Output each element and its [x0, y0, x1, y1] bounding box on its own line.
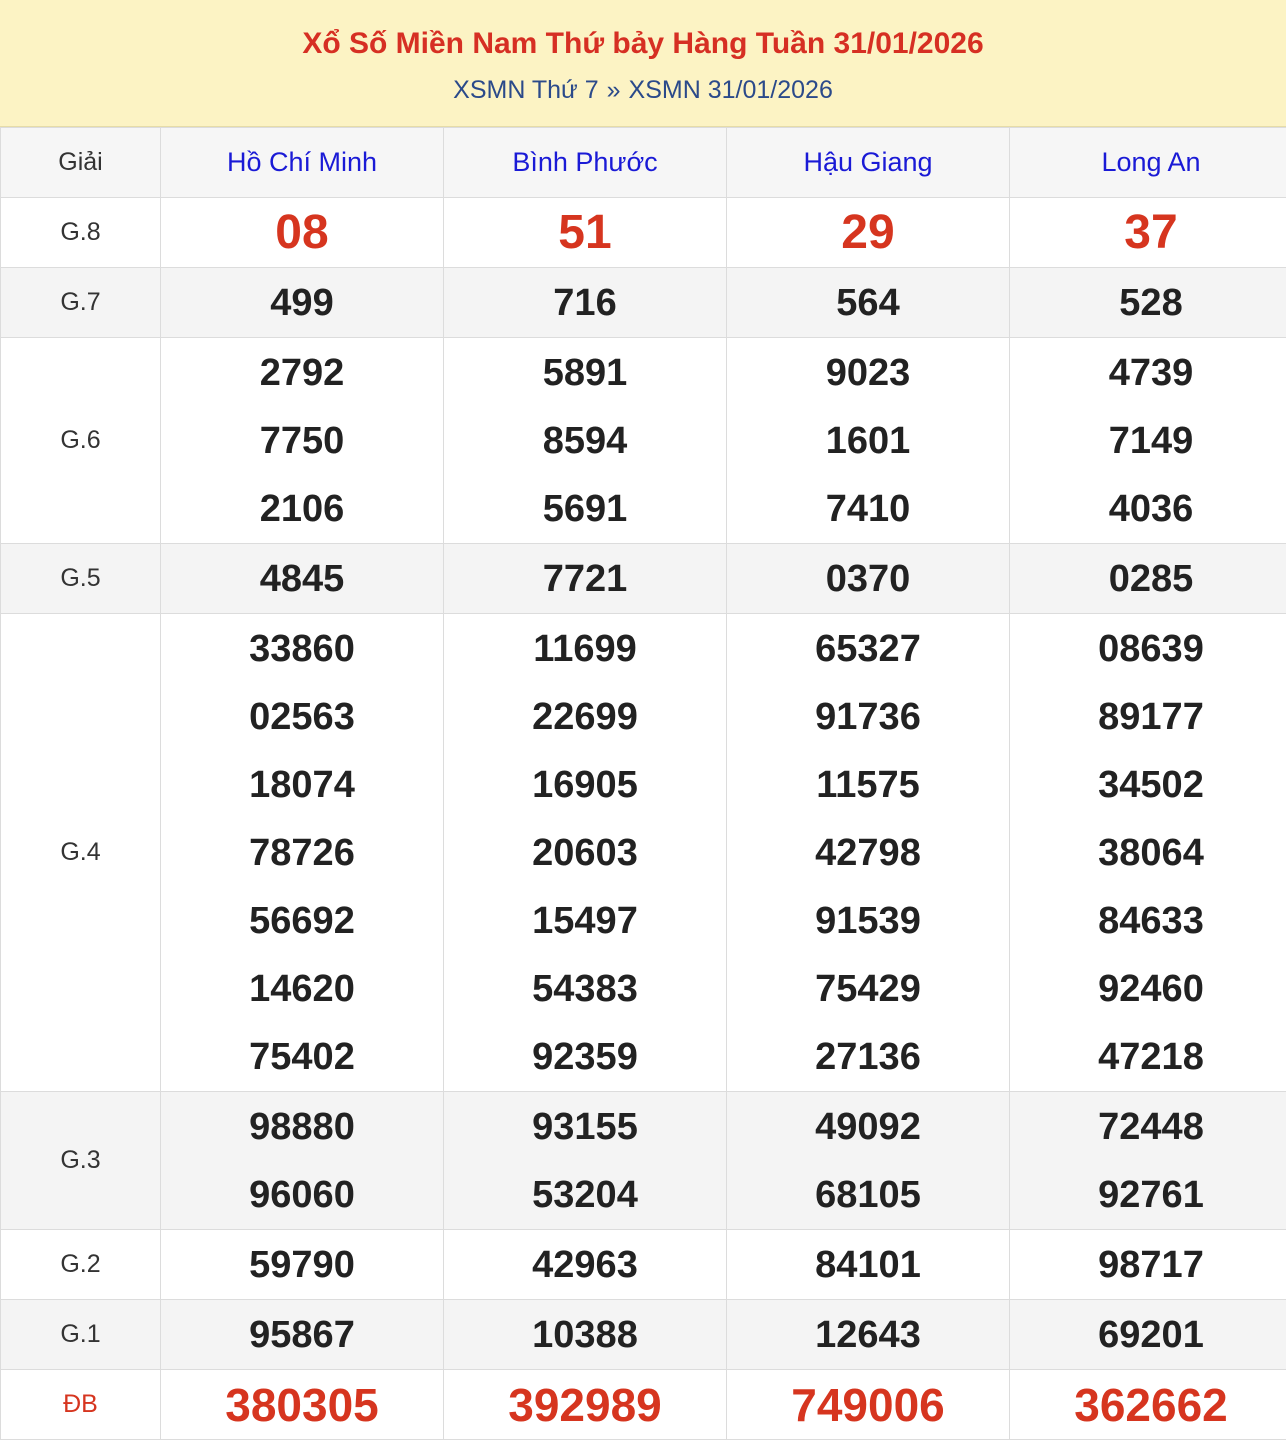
prize-cell — [444, 268, 727, 338]
prize-cell — [1010, 1230, 1286, 1300]
winning-number: 4036 — [1010, 475, 1286, 543]
prize-row — [1, 1300, 1286, 1370]
winning-number: 34502 — [1010, 751, 1286, 819]
prize-row — [1, 338, 1286, 544]
winning-number: 29 — [727, 199, 1009, 267]
prize-cell — [161, 1092, 444, 1230]
winning-number: 2106 — [161, 475, 443, 543]
winning-number: 98880 — [161, 1093, 443, 1161]
jackpot-number: 362662 — [1010, 1371, 1286, 1439]
winning-number: 95867 — [161, 1301, 443, 1369]
winning-number: 15497 — [444, 887, 726, 955]
winning-number: 5891 — [444, 339, 726, 407]
winning-number: 72448 — [1010, 1093, 1286, 1161]
prize-cell — [1010, 268, 1286, 338]
winning-number: 9023 — [727, 339, 1009, 407]
winning-number: 20603 — [444, 819, 726, 887]
prize-cell — [444, 1230, 727, 1300]
prize-row — [1, 1370, 1286, 1440]
prize-label: G.3 — [1, 1092, 161, 1230]
breadcrumb-link-weekday[interactable]: XSMN Thứ 7 — [453, 76, 598, 104]
winning-number: 08 — [161, 199, 443, 267]
prize-cell — [727, 1230, 1010, 1300]
winning-number: 12643 — [727, 1301, 1009, 1369]
winning-number: 16905 — [444, 751, 726, 819]
results-body — [1, 198, 1286, 1440]
winning-number: 53204 — [444, 1161, 726, 1229]
prize-cell — [727, 338, 1010, 544]
prize-label: G.2 — [1, 1230, 161, 1300]
jackpot-number: 380305 — [161, 1371, 443, 1439]
prize-cell — [1010, 1092, 1286, 1230]
winning-number: 51 — [444, 199, 726, 267]
province-header-binh-phuoc[interactable]: Bình Phước — [444, 128, 727, 198]
prize-cell — [444, 1300, 727, 1370]
prize-cell — [161, 268, 444, 338]
winning-number: 14620 — [161, 955, 443, 1023]
province-header-hau-giang[interactable]: Hậu Giang — [727, 128, 1010, 198]
winning-number: 54383 — [444, 955, 726, 1023]
prize-row — [1, 1092, 1286, 1230]
prize-cell — [161, 338, 444, 544]
winning-number: 4739 — [1010, 339, 1286, 407]
prize-cell — [161, 198, 444, 268]
prize-cell — [444, 1092, 727, 1230]
winning-number: 69201 — [1010, 1301, 1286, 1369]
prize-cell — [161, 544, 444, 614]
winning-number: 11575 — [727, 751, 1009, 819]
prize-label: G.6 — [1, 338, 161, 544]
winning-number: 0285 — [1010, 545, 1286, 613]
prize-row — [1, 614, 1286, 1092]
winning-number: 38064 — [1010, 819, 1286, 887]
prize-cell — [1010, 338, 1286, 544]
prize-cell — [444, 614, 727, 1092]
winning-number: 78726 — [161, 819, 443, 887]
prize-cell — [161, 614, 444, 1092]
winning-number: 47218 — [1010, 1023, 1286, 1091]
table-header-row — [1, 128, 1286, 198]
prize-cell — [161, 1300, 444, 1370]
prize-row — [1, 544, 1286, 614]
winning-number: 91736 — [727, 683, 1009, 751]
prize-cell — [444, 1370, 727, 1440]
prize-cell — [727, 198, 1010, 268]
province-header-ho-chi-minh[interactable]: Hồ Chí Minh — [161, 128, 444, 198]
winning-number: 02563 — [161, 683, 443, 751]
prize-label: ĐB — [1, 1370, 161, 1440]
winning-number: 65327 — [727, 615, 1009, 683]
results-header — [0, 0, 1286, 127]
jackpot-number: 392989 — [444, 1371, 726, 1439]
prize-label: G.8 — [1, 198, 161, 268]
breadcrumb-separator: » — [607, 76, 621, 104]
winning-number: 92761 — [1010, 1161, 1286, 1229]
prize-cell — [1010, 1300, 1286, 1370]
winning-number: 4845 — [161, 545, 443, 613]
prize-cell — [1010, 198, 1286, 268]
winning-number: 93155 — [444, 1093, 726, 1161]
winning-number: 7149 — [1010, 407, 1286, 475]
winning-number: 75429 — [727, 955, 1009, 1023]
page-title: Xổ Số Miền Nam Thứ bảy Hàng Tuần 31/01/2026 — [0, 24, 1286, 64]
prize-cell — [727, 1300, 1010, 1370]
winning-number: 75402 — [161, 1023, 443, 1091]
winning-number: 0370 — [727, 545, 1009, 613]
winning-number: 91539 — [727, 887, 1009, 955]
prize-label: G.4 — [1, 614, 161, 1092]
prize-cell — [161, 1370, 444, 1440]
winning-number: 7721 — [444, 545, 726, 613]
prize-cell — [727, 544, 1010, 614]
prize-cell — [444, 544, 727, 614]
winning-number: 92460 — [1010, 955, 1286, 1023]
winning-number: 7410 — [727, 475, 1009, 543]
winning-number: 42798 — [727, 819, 1009, 887]
prize-cell — [444, 338, 727, 544]
results-table — [0, 127, 1286, 1440]
winning-number: 92359 — [444, 1023, 726, 1091]
winning-number: 499 — [161, 269, 443, 337]
winning-number: 1601 — [727, 407, 1009, 475]
prize-cell — [727, 614, 1010, 1092]
winning-number: 18074 — [161, 751, 443, 819]
winning-number: 59790 — [161, 1231, 443, 1299]
winning-number: 564 — [727, 269, 1009, 337]
prize-column-header: Giải — [1, 128, 161, 198]
winning-number: 08639 — [1010, 615, 1286, 683]
winning-number: 89177 — [1010, 683, 1286, 751]
prize-cell — [161, 1230, 444, 1300]
prize-cell — [1010, 1370, 1286, 1440]
prize-cell — [444, 198, 727, 268]
province-header-long-an[interactable]: Long An — [1010, 128, 1286, 198]
prize-cell — [727, 1370, 1010, 1440]
winning-number: 84101 — [727, 1231, 1009, 1299]
breadcrumb-link-date[interactable]: XSMN 31/01/2026 — [629, 76, 833, 104]
prize-cell — [1010, 614, 1286, 1092]
winning-number: 33860 — [161, 615, 443, 683]
prize-cell — [727, 268, 1010, 338]
winning-number: 27136 — [727, 1023, 1009, 1091]
winning-number: 8594 — [444, 407, 726, 475]
winning-number: 7750 — [161, 407, 443, 475]
jackpot-number: 749006 — [727, 1371, 1009, 1439]
prize-label: G.1 — [1, 1300, 161, 1370]
winning-number: 96060 — [161, 1161, 443, 1229]
winning-number: 84633 — [1010, 887, 1286, 955]
winning-number: 11699 — [444, 615, 726, 683]
prize-row — [1, 198, 1286, 268]
prize-label: G.5 — [1, 544, 161, 614]
winning-number: 22699 — [444, 683, 726, 751]
prize-label: G.7 — [1, 268, 161, 338]
winning-number: 98717 — [1010, 1231, 1286, 1299]
winning-number: 49092 — [727, 1093, 1009, 1161]
winning-number: 56692 — [161, 887, 443, 955]
prize-cell — [727, 1092, 1010, 1230]
winning-number: 528 — [1010, 269, 1286, 337]
prize-cell — [1010, 544, 1286, 614]
winning-number: 5691 — [444, 475, 726, 543]
winning-number: 716 — [444, 269, 726, 337]
prize-row — [1, 268, 1286, 338]
winning-number: 68105 — [727, 1161, 1009, 1229]
winning-number: 42963 — [444, 1231, 726, 1299]
winning-number: 2792 — [161, 339, 443, 407]
winning-number: 37 — [1010, 199, 1286, 267]
winning-number: 10388 — [444, 1301, 726, 1369]
breadcrumb — [0, 74, 1286, 106]
prize-row — [1, 1230, 1286, 1300]
